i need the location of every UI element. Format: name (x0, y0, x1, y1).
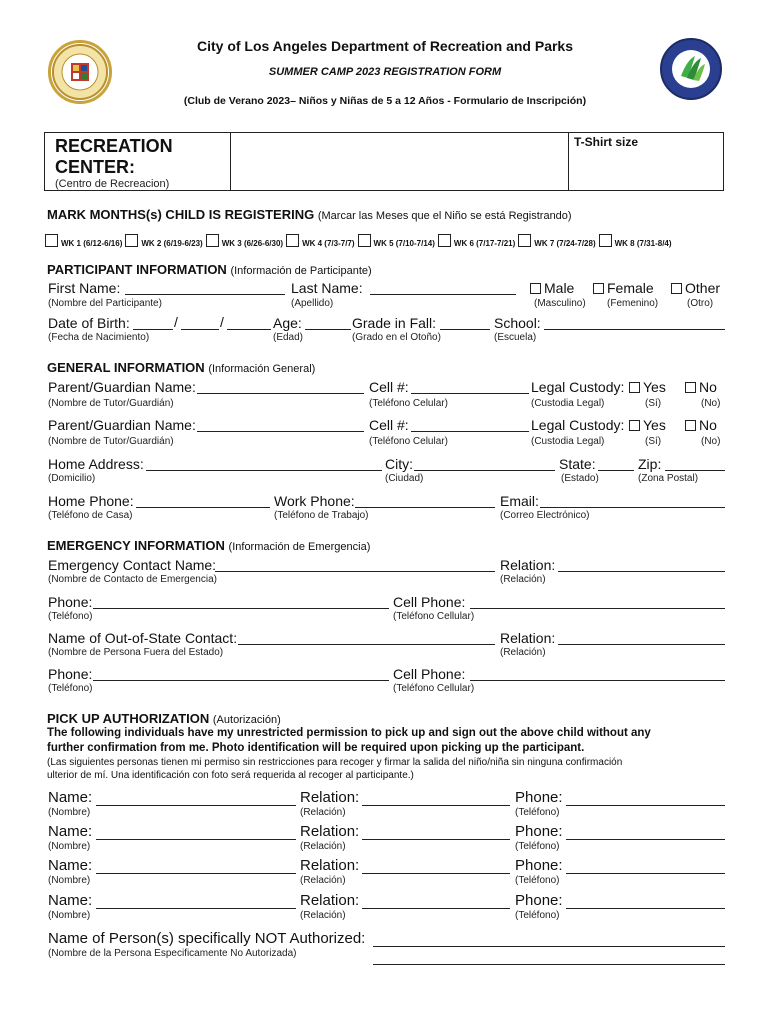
not-authorized-field[interactable] (373, 930, 725, 947)
week-checkbox[interactable] (45, 234, 58, 247)
dob-slash-1: / (174, 314, 178, 330)
recreation-center-box (44, 132, 724, 191)
custody-no-checkbox[interactable] (685, 382, 696, 393)
state-field[interactable] (598, 456, 634, 471)
participant-heading (47, 262, 372, 277)
first-name-label: First Name: (48, 280, 121, 296)
emergency-heading-sub: (Información de Emergencia) (228, 541, 371, 553)
pickup-statement-2: further confirmation from me. Photo identification will be required upon picking up the participant. (47, 742, 585, 754)
week-checkbox[interactable] (518, 234, 531, 247)
tshirt-cell[interactable] (568, 133, 724, 190)
pickup-heading-sub: (Autorización) (212, 714, 281, 726)
last-name-sub: (Apellido) (291, 298, 334, 309)
months-heading-text: MARK MONTHS(s) CHILD IS REGISTERING (47, 207, 315, 222)
pickup-phone-sub-2: (Teléfono) (515, 841, 560, 852)
emergency-contact-label: Emergency Contact Name: (48, 557, 217, 573)
org-title: City of Los Angeles Department of Recreation and Parks (196, 38, 573, 54)
guardian-cell-sub-2: (Teléfono Celular) (369, 436, 448, 447)
female-option[interactable] (593, 280, 654, 296)
pickup-name-sub-3: (Nombre) (48, 875, 91, 886)
week-label: WK 8 (7/31-8/4) (614, 239, 672, 248)
work-phone-label: Work Phone: (274, 493, 355, 509)
pickup-relation-sub-3: (Relación) (300, 875, 346, 886)
emergency-cell-field[interactable] (470, 594, 725, 609)
not-authorized-label: Name of Person(s) specifically NOT Authorized: (48, 930, 366, 947)
custody-yes-sub-2: (Sí) (645, 436, 662, 447)
pickup-phone-field-3[interactable] (566, 857, 725, 874)
guardian-cell-label-2: Cell #: (369, 417, 409, 433)
pickup-phone-field-4[interactable] (566, 892, 725, 909)
pickup-phone-field-1[interactable] (566, 789, 725, 806)
custody-sub-2: (Custodia Legal) (531, 436, 605, 447)
school-sub: (Escuela) (494, 332, 537, 343)
week-checkbox[interactable] (206, 234, 219, 247)
pickup-relation-field-1[interactable] (362, 789, 510, 806)
guardian-name-field-2[interactable] (197, 417, 364, 432)
other-option[interactable] (671, 280, 720, 296)
city-sub: (Ciudad) (385, 473, 424, 484)
zip-sub: (Zona Postal) (638, 473, 699, 484)
week-checkbox[interactable] (358, 234, 371, 247)
out-of-state-cell-sub: (Teléfono Cellular) (393, 683, 475, 694)
custody-yes-1[interactable] (629, 379, 666, 395)
emergency-heading-text: EMERGENCY INFORMATION (47, 538, 225, 553)
recreation-center-label-cell (45, 133, 231, 190)
recreation-center-sub: (Centro de Recreacion) (55, 178, 170, 190)
grade-field[interactable] (440, 315, 490, 330)
custody-yes-label: Yes (643, 379, 666, 395)
male-checkbox[interactable] (530, 283, 541, 294)
not-authorized-field-2[interactable] (373, 964, 725, 965)
emergency-phone-sub: (Teléfono) (48, 611, 93, 622)
out-of-state-relation-field[interactable] (558, 630, 725, 645)
recreation-center-input[interactable] (231, 133, 567, 190)
pickup-heading-text: PICK UP AUTHORIZATION (47, 711, 210, 726)
pickup-name-sub-2: (Nombre) (48, 841, 91, 852)
pickup-phone-label-3: Phone: (515, 857, 563, 874)
other-label: Other (685, 280, 721, 296)
pickup-statement-1: The following individuals have my unrestricted permission to pick up and sign out the above child without any (47, 727, 651, 739)
week-option[interactable] (286, 239, 354, 248)
pickup-relation-label-3: Relation: (300, 857, 360, 874)
last-name-label: Last Name: (291, 280, 363, 296)
state-label: State: (559, 456, 596, 472)
emergency-cell-label: Cell Phone: (393, 594, 466, 610)
pickup-name-label-2: Name: (48, 823, 93, 840)
pickup-phone-sub-1: (Teléfono) (515, 807, 560, 818)
other-checkbox[interactable] (671, 283, 682, 294)
pickup-relation-field-2[interactable] (362, 823, 510, 840)
out-of-state-cell-field[interactable] (470, 666, 725, 681)
out-of-state-phone-label: Phone: (48, 666, 93, 682)
pickup-relation-sub-1: (Relación) (300, 807, 346, 818)
week-label: WK 7 (7/24-7/28) (534, 239, 596, 248)
weeks-row (45, 234, 675, 248)
age-sub: (Edad) (273, 332, 304, 343)
custody-no-label: No (699, 417, 717, 433)
custody-sub-1: (Custodia Legal) (531, 398, 605, 409)
first-name-sub: (Nombre del Participante) (48, 298, 162, 309)
grade-label: Grade in Fall: (352, 315, 437, 331)
pickup-name-field-1[interactable] (96, 789, 296, 806)
pickup-phone-label-1: Phone: (515, 789, 563, 806)
pickup-name-field-4[interactable] (96, 892, 296, 909)
pickup-statement-es-1: (Las siguientes personas tienen mi permiso sin restricciones para recoger y firmar la salida del niño/niña sin ninguna confirmación (47, 757, 623, 768)
pickup-relation-sub-4: (Relación) (300, 910, 346, 921)
week-label: WK 1 (6/12-6/16) (61, 239, 123, 248)
week-label: WK 4 (7/3-7/7) (302, 239, 355, 248)
custody-yes-checkbox[interactable] (629, 420, 640, 431)
week-label: WK 5 (7/10-7/14) (373, 239, 435, 248)
not-authorized-sub: (Nombre de la Persona Especificamente No Autorizada) (48, 948, 297, 959)
city-label: City: (385, 456, 413, 472)
other-sub: (Otro) (687, 298, 714, 309)
zip-field[interactable] (665, 456, 725, 471)
week-option[interactable] (45, 239, 122, 248)
form-subtitle: (Club de Verano 2023– Niños y Niñas de 5 a 12 Años - Formulario de Inscripción) (183, 95, 587, 107)
pickup-statement-es-2: ulterior de mí. Una identificación con foto será requerida al recoger al participante.) (47, 770, 414, 781)
tshirt-label: T-Shirt size (574, 135, 639, 149)
custody-no-sub-1: (No) (701, 398, 721, 409)
last-name-field[interactable] (370, 280, 516, 295)
female-checkbox[interactable] (593, 283, 604, 294)
emergency-relation-field[interactable] (558, 557, 725, 572)
pickup-name-label-1: Name: (48, 789, 93, 806)
emergency-relation-label: Relation: (500, 557, 556, 573)
recreation-center-label: RECREATION (55, 136, 173, 156)
out-of-state-phone-field[interactable] (93, 666, 389, 681)
pickup-phone-field-2[interactable] (566, 823, 725, 840)
week-option[interactable] (358, 239, 435, 248)
week-option[interactable] (206, 239, 283, 248)
custody-yes-label: Yes (643, 417, 666, 433)
pickup-phone-sub-3: (Teléfono) (515, 875, 560, 886)
emergency-relation-sub: (Relación) (500, 574, 546, 585)
out-of-state-relation-sub: (Relación) (500, 647, 546, 658)
custody-no-1[interactable] (685, 379, 717, 395)
home-address-field[interactable] (146, 456, 382, 471)
city-field[interactable] (414, 456, 555, 471)
guardian-cell-label-1: Cell #: (369, 379, 409, 395)
dob-label: Date of Birth: (48, 315, 130, 331)
out-of-state-label: Name of Out-of-State Contact: (48, 630, 238, 646)
state-sub: (Estado) (561, 473, 599, 484)
custody-label-2: Legal Custody: (531, 417, 625, 433)
home-address-label: Home Address: (48, 456, 144, 472)
week-checkbox[interactable] (599, 234, 612, 247)
custody-no-2[interactable] (685, 417, 717, 433)
pickup-phone-label-2: Phone: (515, 823, 563, 840)
guardian-name-sub-2: (Nombre de Tutor/Guardián) (48, 436, 174, 447)
months-heading (47, 207, 572, 222)
custody-yes-2[interactable] (629, 417, 666, 433)
dob-month-field[interactable] (133, 315, 173, 330)
pickup-name-sub-4: (Nombre) (48, 910, 91, 921)
general-heading (47, 360, 315, 375)
guardian-name-label-2: Parent/Guardian Name: (48, 417, 196, 433)
out-of-state-cell-label: Cell Phone: (393, 666, 466, 682)
out-of-state-phone-sub: (Teléfono) (48, 683, 93, 694)
dob-sub: (Fecha de Nacimiento) (48, 332, 150, 343)
custody-no-checkbox[interactable] (685, 420, 696, 431)
pickup-name-label-4: Name: (48, 892, 93, 909)
pickup-name-field-2[interactable] (96, 823, 296, 840)
age-label: Age: (273, 315, 302, 331)
out-of-state-field[interactable] (238, 630, 495, 645)
pickup-relation-label-2: Relation: (300, 823, 360, 840)
pickup-phone-sub-4: (Teléfono) (515, 910, 560, 921)
work-phone-field[interactable] (355, 493, 495, 508)
emergency-cell-sub: (Teléfono Cellular) (393, 611, 475, 622)
week-label: WK 3 (6/26-6/30) (221, 239, 284, 248)
custody-no-sub-2: (No) (701, 436, 721, 447)
custody-yes-sub-1: (Sí) (645, 398, 662, 409)
emergency-heading (47, 538, 370, 553)
dob-slash-2: / (220, 314, 224, 330)
pickup-name-field-3[interactable] (96, 857, 296, 874)
week-option[interactable] (438, 239, 515, 248)
zip-label: Zip: (638, 456, 662, 472)
pickup-relation-field-3[interactable] (362, 857, 510, 874)
emergency-contact-sub: (Nombre de Contacto de Emergencia) (48, 574, 217, 585)
emergency-contact-field[interactable] (215, 557, 495, 572)
custody-yes-checkbox[interactable] (629, 382, 640, 393)
male-option[interactable] (530, 280, 574, 296)
general-heading-text: GENERAL INFORMATION (47, 360, 205, 375)
guardian-name-field-1[interactable] (197, 379, 364, 394)
email-field[interactable] (540, 493, 725, 508)
recreation-center-label-2: CENTER: (55, 157, 135, 177)
guardian-cell-field-2[interactable] (411, 417, 529, 432)
male-sub: (Masculino) (534, 298, 586, 309)
participant-heading-text: PARTICIPANT INFORMATION (47, 262, 227, 277)
guardian-name-sub-1: (Nombre de Tutor/Guardián) (48, 398, 174, 409)
out-of-state-sub: (Nombre de Persona Fuera del Estado) (48, 647, 224, 658)
school-field[interactable] (544, 315, 725, 330)
home-phone-field[interactable] (136, 493, 270, 508)
male-label: Male (544, 280, 575, 296)
pickup-relation-label-4: Relation: (300, 892, 360, 909)
email-sub: (Correo Electrónico) (500, 510, 590, 521)
female-label: Female (607, 280, 654, 296)
week-option[interactable] (125, 239, 202, 248)
form-title: SUMMER CAMP 2023 REGISTRATION FORM (268, 66, 502, 78)
pickup-relation-sub-2: (Relación) (300, 841, 346, 852)
week-checkbox[interactable] (438, 234, 451, 247)
months-heading-sub: (Marcar las Meses que el Niño se está Registrando) (317, 210, 572, 222)
pickup-heading (47, 711, 281, 726)
home-address-sub: (Domicilio) (48, 473, 96, 484)
home-phone-label: Home Phone: (48, 493, 134, 509)
custody-label-1: Legal Custody: (531, 379, 625, 395)
week-checkbox[interactable] (125, 234, 138, 247)
week-checkbox[interactable] (286, 234, 299, 247)
pickup-name-label-3: Name: (48, 857, 93, 874)
guardian-cell-sub-1: (Teléfono Celular) (369, 398, 448, 409)
email-label: Email: (500, 493, 539, 509)
week-label: WK 2 (6/19-6/23) (141, 239, 203, 248)
emergency-phone-field[interactable] (93, 594, 389, 609)
pickup-name-sub-1: (Nombre) (48, 807, 91, 818)
participant-heading-sub: (Información de Participante) (230, 265, 372, 277)
week-option[interactable] (518, 239, 595, 248)
female-sub: (Femenino) (607, 298, 659, 309)
dob-year-field[interactable] (227, 315, 271, 330)
grade-sub: (Grado en el Otoño) (352, 332, 441, 343)
week-label: WK 6 (7/17-7/21) (453, 239, 516, 248)
age-field[interactable] (305, 315, 351, 330)
work-phone-sub: (Teléfono de Trabajo) (274, 510, 369, 521)
first-name-field[interactable] (125, 280, 285, 295)
emergency-phone-label: Phone: (48, 594, 93, 610)
out-of-state-relation-label: Relation: (500, 630, 556, 646)
guardian-cell-field-1[interactable] (411, 379, 529, 394)
home-phone-sub: (Teléfono de Casa) (48, 510, 133, 521)
guardian-name-label-1: Parent/Guardian Name: (48, 379, 196, 395)
week-option[interactable] (599, 239, 672, 248)
general-heading-sub: (Información General) (208, 363, 316, 375)
custody-no-label: No (699, 379, 717, 395)
pickup-relation-field-4[interactable] (362, 892, 510, 909)
pickup-relation-label-1: Relation: (300, 789, 360, 806)
pickup-phone-label-4: Phone: (515, 892, 563, 909)
dob-day-field[interactable] (181, 315, 219, 330)
school-label: School: (494, 315, 541, 331)
